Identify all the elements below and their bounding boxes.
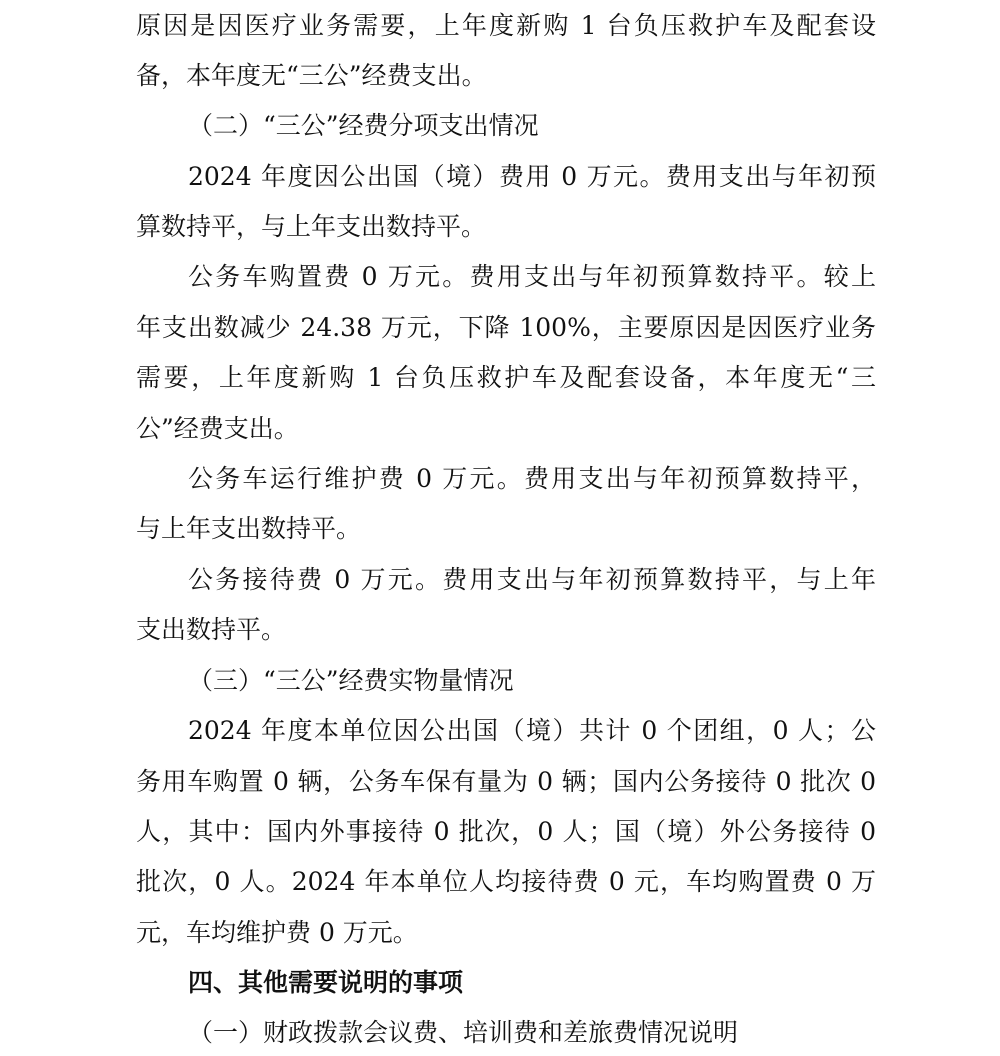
text-line: 需要，上年度新购 1 台负压救护车及配套设备，本年度无“三 xyxy=(136,363,876,392)
subsection-heading: （三）“三公”经费实物量情况 xyxy=(188,666,514,695)
text-line: 公务车运行维护费 0 万元。费用支出与年初预算数持平， xyxy=(188,464,876,493)
text-line: 2024 年度本单位因公出国（境）共计 0 个团组，0 人；公 xyxy=(188,716,876,745)
text-line: 支出数持平。 xyxy=(136,615,287,644)
subsection-heading: （二）“三公”经费分项支出情况 xyxy=(188,111,539,140)
text-line: 年支出数减少 24.38 万元，下降 100%，主要原因是因医疗业务 xyxy=(136,313,876,342)
text-line: 与上年支出数持平。 xyxy=(136,514,362,543)
text-line: 公”经费支出。 xyxy=(136,414,299,443)
text-line: 备，本年度无“三公”经费支出。 xyxy=(136,61,487,90)
text-line: 原因是因医疗业务需要，上年度新购 1 台负压救护车及配套设 xyxy=(136,11,876,40)
text-line: 批次，0 人。2024 年本单位人均接待费 0 元，车均购置费 0 万 xyxy=(136,867,876,896)
text-line: 元，车均维护费 0 万元。 xyxy=(136,918,418,947)
text-line: 算数持平，与上年支出数持平。 xyxy=(136,212,487,241)
text-line: 2024 年度因公出国（境）费用 0 万元。费用支出与年初预 xyxy=(188,162,876,191)
text-line: 公务接待费 0 万元。费用支出与年初预算数持平，与上年 xyxy=(188,565,876,594)
text-line: 公务车购置费 0 万元。费用支出与年初预算数持平。较上 xyxy=(188,262,876,291)
subsection-heading: （一）财政拨款会议费、培训费和差旅费情况说明 xyxy=(188,1018,739,1047)
section-heading: 四、其他需要说明的事项 xyxy=(188,968,464,997)
text-line: 人，其中：国内外事接待 0 批次，0 人；国（境）外公务接待 0 xyxy=(136,817,876,846)
text-line: 务用车购置 0 辆，公务车保有量为 0 辆；国内公务接待 0 批次 0 xyxy=(136,767,876,796)
